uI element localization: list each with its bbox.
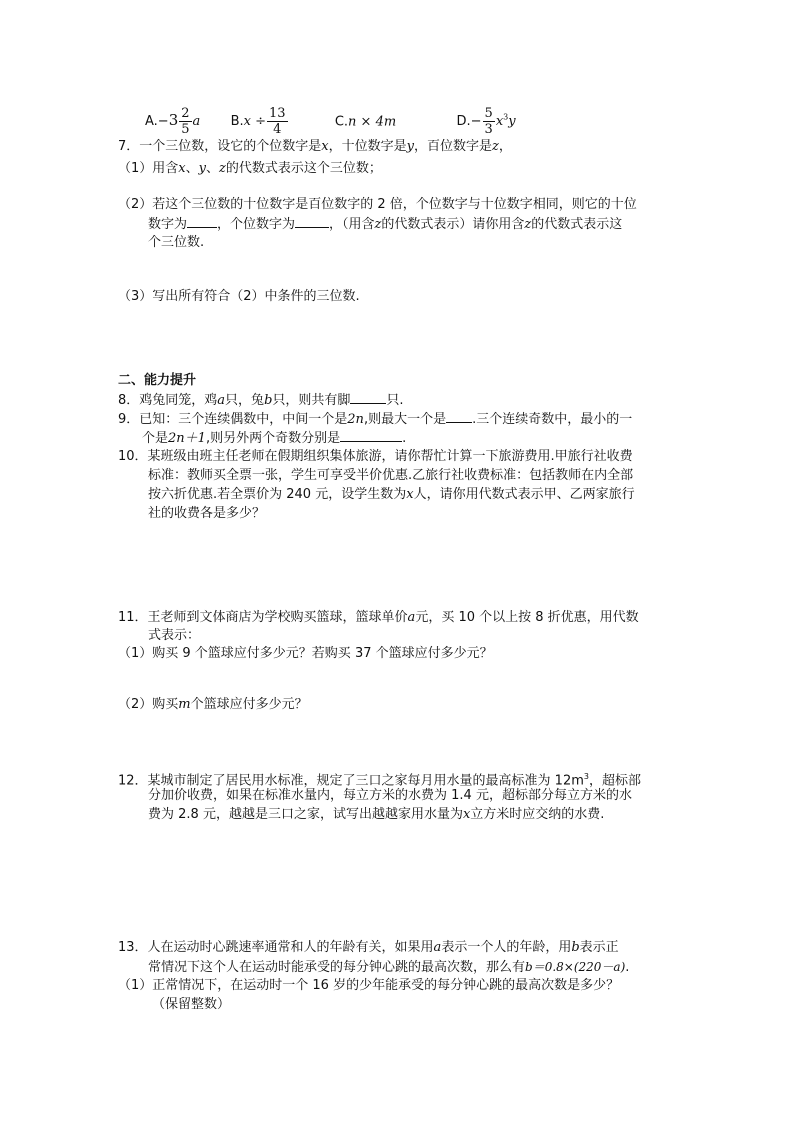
q7-p1-var-x: x xyxy=(178,161,186,176)
q7-stem-text-b: ，十位数字是 xyxy=(328,139,407,154)
option-d xyxy=(456,106,516,138)
q11-text-b: 元，买 10 个以上按 8 折优惠，用代数 xyxy=(415,610,639,625)
option-d-exponent: 3 xyxy=(503,113,509,122)
q9-expr-2n: 2n xyxy=(347,412,364,427)
q13-text-c: 表示正 xyxy=(579,940,619,955)
q9-text-e: ,则另外两个奇数分别是 xyxy=(205,431,341,446)
q11-text-l2: 式表示： xyxy=(148,628,201,643)
option-a-denominator: 5 xyxy=(181,122,190,138)
q13-line1 xyxy=(118,939,619,957)
q11-part2 xyxy=(118,696,308,714)
q7-part2-line1 xyxy=(118,196,637,214)
q10-text-l1: 10．某班级由班主任老师在假期组织集体旅游，请你帮忙计算一下旅游费用.甲旅行社收费 xyxy=(118,449,633,464)
option-c xyxy=(335,114,401,129)
q10-line1 xyxy=(118,448,633,466)
q12-text-l3a: 费为 2.8 元，越越是三口之家，试写出越越家用水量为 xyxy=(148,807,463,822)
q7-p2-var-z2: z xyxy=(524,217,532,232)
q7-p2-text-a: 数字为 xyxy=(148,217,188,232)
q7-p1-text-b: 的代数式表示这个三位数； xyxy=(225,161,382,176)
option-b-expr: x ÷ xyxy=(243,114,266,130)
option-d-var-x: x xyxy=(495,114,504,130)
q13-line2 xyxy=(148,958,629,977)
q8-text-b: 只，兔 xyxy=(225,393,265,408)
q10-text-l4: 社的收费各是多少？ xyxy=(148,506,266,521)
q7-p2-line1-text: （2）若这个三位数的十位数字是百位数字的 2 倍，个位数字与十位数字相同，则它的十位 xyxy=(118,197,637,212)
q10-line3 xyxy=(148,486,635,504)
q13-p1-note-text: （保留整数） xyxy=(152,997,231,1012)
option-a-whole: 3 xyxy=(168,111,179,130)
option-d-var-y: y xyxy=(508,114,516,130)
answer-blank[interactable] xyxy=(350,391,386,404)
option-d-fraction xyxy=(483,106,495,137)
q9-line2 xyxy=(142,429,406,448)
q10-line4 xyxy=(148,505,265,523)
q13-text-e: . xyxy=(625,960,630,975)
q12-line2 xyxy=(148,787,632,805)
q7-p1-var-y: y xyxy=(198,161,206,176)
q8 xyxy=(118,391,404,410)
option-a-label: A. xyxy=(145,114,158,130)
section-title-text: 二、能力提升 xyxy=(118,373,197,388)
option-a-variable: a xyxy=(192,114,201,130)
option-b-numerator: 13 xyxy=(269,106,286,122)
q11-line1 xyxy=(118,609,639,627)
q7-p1-text-a: （1）用含 xyxy=(118,161,179,176)
q9-text-d: 个是 xyxy=(142,431,169,446)
q7-var-x: x xyxy=(321,139,329,154)
q13-text-b: 表示一个人的年龄，用 xyxy=(441,940,572,955)
q9-text-b: ,则最大一个是 xyxy=(363,412,447,427)
q10-var-x: x xyxy=(406,487,414,502)
q8-text-c: 只，则共有脚 xyxy=(272,393,351,408)
q13-part1-note xyxy=(152,996,230,1014)
option-a-fraction xyxy=(179,106,191,137)
answer-blank[interactable] xyxy=(295,215,329,228)
option-c-expr: n × 4m xyxy=(348,114,397,130)
option-b-fraction xyxy=(267,106,288,137)
q7-p2-text-d: 的代数式表示）请你用含 xyxy=(381,217,525,232)
q7-part3 xyxy=(118,288,360,306)
q13-part1 xyxy=(118,977,619,995)
q10-line2 xyxy=(148,467,633,485)
q7-p1-sep1: 、 xyxy=(185,161,199,176)
option-d-numerator: 5 xyxy=(484,106,493,122)
q13-text-a: 13．人在运动时心跳速率通常和人的年龄有关，如果用 xyxy=(118,940,434,955)
q12-superscript: 3 xyxy=(583,772,589,781)
q12-text-l2: 分加价收费，如果在标准水量内，每立方米的水费为 1.4 元，超标部分每立方米的水 xyxy=(148,788,632,803)
q7-p1-sep2: 、 xyxy=(206,161,220,176)
option-b-label: B. xyxy=(230,114,244,130)
option-b-denominator: 4 xyxy=(273,122,282,138)
q9-text-a: 9．已知：三个连续偶数中，中间一个是 xyxy=(118,412,348,427)
q13-var-b: b xyxy=(571,940,580,955)
q11-var-a: a xyxy=(407,610,416,625)
q13-p1-text: （1）正常情况下，在运动时一个 16 岁的少年能承受的每分钟心跳的最高次数是多少？ xyxy=(118,978,620,993)
q7-stem xyxy=(118,138,512,156)
q11-var-m: m xyxy=(178,697,191,712)
option-b xyxy=(230,106,293,138)
section-title xyxy=(118,372,196,390)
q11-part1 xyxy=(118,645,493,663)
q11-text-a: 11．王老师到文体商店为学校购买篮球，篮球单价 xyxy=(118,610,408,625)
q11-p2-text-a: （2）购买 xyxy=(118,697,179,712)
q12-text-b: ，超标部 xyxy=(588,773,641,789)
q7-p2-line3-text: 个三位数. xyxy=(148,235,205,250)
option-c-label: C. xyxy=(334,114,349,130)
option-a-sign: − xyxy=(157,114,169,130)
option-a-numerator: 2 xyxy=(181,106,190,122)
option-a xyxy=(145,106,204,138)
q13-var-a: a xyxy=(433,940,442,955)
q12-line3 xyxy=(148,806,604,824)
q7-p1-var-z: z xyxy=(219,161,226,176)
q8-var-a: a xyxy=(217,393,226,408)
q7-p3-text: （3）写出所有符合（2）中条件的三位数. xyxy=(118,289,360,304)
q10-text-l3a: 按六折优惠.若全票价为 240 元，设学生数为 xyxy=(148,487,407,502)
q9-text-c: .三个连续奇数中，最小的一 xyxy=(472,412,633,427)
q13-formula: b＝0.8×(220－a) xyxy=(525,960,626,974)
q11-p1-text: （1）购买 9 个篮球应付多少元？若购买 37 个篮球应付多少元？ xyxy=(118,646,493,661)
q7-p2-text-b: ，个位数字为 xyxy=(217,217,296,232)
q7-var-y: y xyxy=(406,139,414,154)
q7-stem-text-a: 7．一个三位数，设它的个位数字是 xyxy=(118,139,322,154)
q9-expr-2n-plus-1: 2n＋1 xyxy=(168,431,206,446)
q8-text-a: 8．鸡兔同笼，鸡 xyxy=(118,393,218,408)
q11-line2 xyxy=(148,627,200,645)
q7-p2-text-e: 的代数式表示这 xyxy=(531,217,623,232)
q12-text-l3b: 立方米时应交纳的水费. xyxy=(470,807,605,822)
q9-line1 xyxy=(118,410,632,429)
q7-part1 xyxy=(118,160,382,178)
option-d-denominator: 3 xyxy=(484,122,493,138)
answer-blank[interactable] xyxy=(340,429,402,442)
q12-var-x: x xyxy=(462,807,471,822)
q13-text-d: 常情况下这个人在运动时能承受的每分钟心跳的最高次数，那么有 xyxy=(148,960,526,975)
q7-part2-line3 xyxy=(148,234,204,252)
q10-text-l3b: 人，请你用代数式表示甲、乙两家旅行 xyxy=(413,487,635,502)
q10-text-l2: 标准：教师买全票一张，学生可享受半价优惠.乙旅行社收费标准：包括教师在内全部 xyxy=(148,468,634,483)
q6-options-row xyxy=(145,99,516,137)
answer-blank[interactable] xyxy=(446,410,472,423)
option-d-label: D. xyxy=(456,114,471,130)
q9-text-f: . xyxy=(402,431,407,446)
q8-text-d: 只. xyxy=(386,393,404,408)
q11-p2-text-b: 个篮球应付多少元？ xyxy=(190,697,308,712)
q7-p2-var-z1: z xyxy=(374,217,382,232)
q12-text-a: 12．某城市制定了居民用水标准，规定了三口之家每月用水量的最高标准为 12m xyxy=(118,773,584,789)
q7-p2-text-c: ，（用含 xyxy=(329,217,375,232)
q7-part2-line2 xyxy=(148,215,622,234)
q8-var-b: b xyxy=(264,393,273,408)
answer-blank[interactable] xyxy=(187,215,217,228)
option-d-sign: − xyxy=(470,114,482,130)
q7-var-z: z xyxy=(492,139,499,154)
q7-stem-text-d: ， xyxy=(498,139,512,154)
q7-stem-text-c: ，百位数字是 xyxy=(414,139,493,154)
